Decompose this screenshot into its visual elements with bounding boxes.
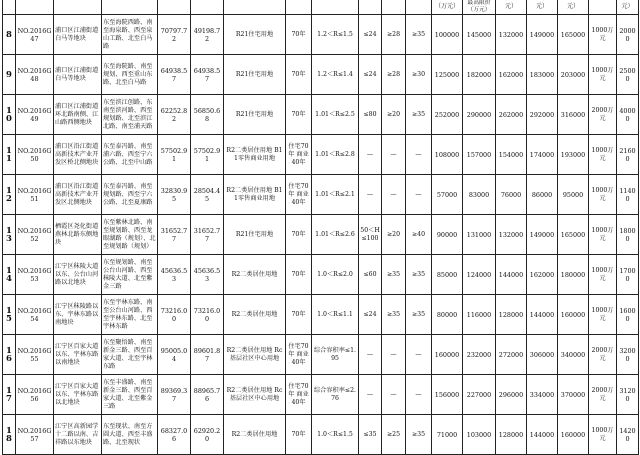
deposit: 1000万元 (589, 215, 617, 255)
table-row (3, 295, 639, 335)
green-ratio: ≥35 (382, 295, 406, 335)
start-price: 160000 (432, 335, 463, 375)
build-area: 57502.91 (191, 135, 224, 175)
build-area: 56850.68 (191, 95, 224, 135)
row-index: 10 (3, 95, 16, 135)
parcel-bounds: 东至紫林北路、南至规划路、西至龙眼湖路（规划）、北至规划路（规划） (102, 215, 158, 255)
building-density: ≤35 (359, 415, 382, 455)
price-col-2: 149000 (527, 215, 558, 255)
yuan-header-1: 元） (496, 0, 527, 15)
building-density: ≤80 (359, 95, 382, 135)
table-header-row (3, 0, 639, 15)
parcel-code: NO.2016G48 (16, 55, 54, 95)
green-ratio: ≥20 (382, 215, 406, 255)
start-price: 100000 (432, 15, 463, 55)
building-density: — (359, 175, 382, 215)
land-use: R21住宅用地 (224, 215, 286, 255)
building-density: 50＜H≤100 (359, 215, 382, 255)
floor-area-ratio: 1.01＜R≤2.8 (312, 135, 359, 175)
price-col-3: 370000 (558, 375, 589, 415)
parcel-code: NO.2016G54 (16, 295, 54, 335)
use-years: 住宅70年 商业40年 (286, 375, 312, 415)
building-density: ≤24 (359, 15, 382, 55)
parcel-bounds: 东至海院西路、南至海泉路、西至泉山工路、北至白马路 (102, 15, 158, 55)
parcel-code: NO.2016G50 (16, 135, 54, 175)
table-row (3, 95, 639, 135)
max-price-unit: （万元） (467, 7, 491, 13)
height-limit: — (406, 375, 432, 415)
green-ratio: — (382, 135, 406, 175)
land-parcel-table (2, 0, 639, 455)
start-price: 85000 (432, 255, 463, 295)
table-row (3, 135, 639, 175)
land-use: R2二类居住用地 (224, 295, 286, 335)
row-index: 15 (3, 295, 16, 335)
building-density: ≤24 (359, 295, 382, 335)
build-area: 31652.77 (191, 215, 224, 255)
max-price: 124000 (463, 255, 496, 295)
floor-area-ratio: 1.2＜R≤1.5 (312, 15, 359, 55)
use-years: 70年 (286, 415, 312, 455)
land-use: R2二类居住用地 Rc基层社区中心用地 (224, 335, 286, 375)
height-limit: — (406, 175, 432, 215)
green-ratio: — (382, 175, 406, 215)
parcel-bounds: 东至规划路、南至公台山河路、西至秣陵大道、北至紫金三路 (102, 255, 158, 295)
price-col-2: 183000 (527, 55, 558, 95)
deposit: 2000万元 (589, 335, 617, 375)
start-price: 57000 (432, 175, 463, 215)
price-col-1: 144000 (496, 255, 527, 295)
parcel-bounds: 东至丰盛路、南至新金三路、西至百家大道、北至紫金三路 (102, 375, 158, 415)
deposit: 2000万元 (589, 95, 617, 135)
deposit: 1000万元 (589, 295, 617, 335)
build-area: 89601.87 (191, 335, 224, 375)
price-col-3: 165000 (558, 15, 589, 55)
last-value: 14200 (617, 415, 639, 455)
table-row (3, 55, 639, 95)
start-price-unit: （万元） (432, 0, 463, 15)
price-col-1: 154000 (496, 135, 527, 175)
price-col-1: 132000 (496, 15, 527, 55)
land-area: 95005.04 (158, 335, 191, 375)
land-use: R21住宅用地 (224, 15, 286, 55)
land-use: R2二类居住用地 (224, 255, 286, 295)
row-index: 18 (3, 415, 16, 455)
max-price: 103000 (463, 415, 496, 455)
use-years: 70年 (286, 295, 312, 335)
parcel-location: 栖霞区尧化街道燕林北路东侧地块 (54, 215, 102, 255)
build-area: 45636.53 (191, 255, 224, 295)
yuan-header-4: 元） (617, 0, 639, 15)
use-years: 70年 (286, 55, 312, 95)
build-area: 28504.45 (191, 175, 224, 215)
building-density: ≤60 (359, 255, 382, 295)
row-index: 8 (3, 15, 16, 55)
green-ratio: — (382, 375, 406, 415)
green-ratio: ≥35 (382, 255, 406, 295)
row-index: 16 (3, 335, 16, 375)
use-years: 70年 (286, 215, 312, 255)
price-col-2: 149000 (527, 15, 558, 55)
floor-area-ratio: 1.0＜R≤1.1 (312, 295, 359, 335)
build-area: 62920.20 (191, 415, 224, 455)
height-limit: ≥35 (406, 15, 432, 55)
last-value: 32000 (617, 335, 639, 375)
price-col-1: 262000 (496, 95, 527, 135)
deposit: 1000万元 (589, 255, 617, 295)
parcel-bounds: 东至泰冯路、南至浦六路、西至宁六公路、北至中山路 (102, 135, 158, 175)
row-index: 11 (3, 135, 16, 175)
start-price: 90000 (432, 215, 463, 255)
height-limit: ≥30 (406, 55, 432, 95)
price-col-3: 316000 (558, 95, 589, 135)
parcel-code: NO.2016G49 (16, 95, 54, 135)
row-index: 14 (3, 255, 16, 295)
row-index: 12 (3, 175, 16, 215)
use-years: 70年 (286, 95, 312, 135)
building-density: — (359, 375, 382, 415)
use-years: 住宅70年 商业40年 (286, 335, 312, 375)
price-col-3: 160000 (558, 295, 589, 335)
deposit: 1000万元 (589, 55, 617, 95)
build-area: 49198.72 (191, 15, 224, 55)
land-area: 89369.37 (158, 375, 191, 415)
table-row (3, 255, 639, 295)
build-area: 88965.76 (191, 375, 224, 415)
parcel-bounds: 东至泰冯路、南至规划路、西至宁六公路、北至夏康路 (102, 175, 158, 215)
parcel-location: 浦口区江浦街道白马等地块 (54, 55, 102, 95)
price-col-2: 144000 (527, 415, 558, 455)
floor-area-ratio: 1.0＜R≤2.0 (312, 255, 359, 295)
max-price: 290000 (463, 95, 496, 135)
parcel-code: NO.2016G47 (16, 15, 54, 55)
height-limit: — (406, 335, 432, 375)
deposit: 1000万元 (589, 15, 617, 55)
use-years: 住宅70年 商业40年 (286, 175, 312, 215)
parcel-location: 江宁区秣陵路以东、宇林东路以南地块 (54, 295, 102, 335)
start-price: 108000 (432, 135, 463, 175)
price-col-3: 95000 (558, 175, 589, 215)
floor-area-ratio: 1.01＜R≤2.5 (312, 95, 359, 135)
price-col-1: 132000 (496, 215, 527, 255)
parcel-code: NO.2016G55 (16, 335, 54, 375)
max-price: 157000 (463, 135, 496, 175)
yuan-header-3: 元） (558, 0, 589, 15)
parcel-bounds: 东至现状、南至方圆大道、西至丰盛路、北至现状 (102, 415, 158, 455)
land-area: 32830.95 (158, 175, 191, 215)
table-row (3, 215, 639, 255)
price-col-3: 160000 (558, 415, 589, 455)
floor-area-ratio: 1.2＜R≤1.4 (312, 55, 359, 95)
parcel-location: 浦口区沿江街道高新技术产业开发区桥北侧地块 (54, 135, 102, 175)
last-value: 17000 (617, 255, 639, 295)
price-col-2: 174000 (527, 135, 558, 175)
height-limit: ≥40 (406, 215, 432, 255)
land-area: 68327.06 (158, 415, 191, 455)
start-price: 125000 (432, 55, 463, 95)
table-row (3, 15, 639, 55)
price-col-1: 296000 (496, 375, 527, 415)
building-density: — (359, 135, 382, 175)
price-col-3: 193000 (558, 135, 589, 175)
parcel-code: NO.2016G52 (16, 215, 54, 255)
last-value: 11400 (617, 175, 639, 215)
parcel-location: 浦口区江浦街道环北路南侧、江山路西侧地块 (54, 95, 102, 135)
land-use: R21住宅用地 (224, 55, 286, 95)
use-years: 70年 (286, 255, 312, 295)
green-ratio: ≥28 (382, 15, 406, 55)
land-area: 64938.57 (158, 55, 191, 95)
land-area: 31652.77 (158, 215, 191, 255)
build-area: 73216.00 (191, 295, 224, 335)
parcel-code: NO.2016G53 (16, 255, 54, 295)
land-use: R2二类居住用地 B11零售商业用地 (224, 135, 286, 175)
land-area: 57502.91 (158, 135, 191, 175)
green-ratio: — (382, 335, 406, 375)
land-area: 45636.53 (158, 255, 191, 295)
start-price: 80000 (432, 295, 463, 335)
start-price: 71000 (432, 415, 463, 455)
max-price-label: 最高限价 (467, 0, 491, 6)
last-value: 31200 (617, 375, 639, 415)
parcel-bounds: 东至滨江创路、东南至滨河路、西至规划路、北至滨江北路、南至浦天路 (102, 95, 158, 135)
price-col-2: 292000 (527, 95, 558, 135)
last-value: 20000 (617, 15, 639, 55)
height-limit: ≥35 (406, 295, 432, 335)
parcel-location: 江宁区秣陵大道以东、公台山河路以北地块 (54, 255, 102, 295)
floor-area-ratio: 1.0＜R≤1.5 (312, 415, 359, 455)
parcel-location: 江宁区百家大道以东、宇林东路以北地块 (54, 375, 102, 415)
height-limit: ≥35 (406, 255, 432, 295)
parcel-location: 浦口区沿江街道高新技术产业开发区北侧地块 (54, 175, 102, 215)
last-value: 16000 (617, 295, 639, 335)
start-price: 156000 (432, 375, 463, 415)
floor-area-ratio: 1.01＜R≤2.1 (312, 175, 359, 215)
price-col-1: 272000 (496, 335, 527, 375)
use-years: 70年 (286, 15, 312, 55)
build-area: 64938.57 (191, 55, 224, 95)
land-area: 73216.00 (158, 295, 191, 335)
parcel-code: NO.2016G51 (16, 175, 54, 215)
max-price: 227000 (463, 375, 496, 415)
max-price-header (463, 0, 496, 15)
yuan-header-2: 元） (527, 0, 558, 15)
start-price: 252000 (432, 95, 463, 135)
table-row (3, 335, 639, 375)
land-use: R2二类居住用地 B11零售商业用地 (224, 175, 286, 215)
use-years: 住宅70年 商业40年 (286, 135, 312, 175)
row-index: 9 (3, 55, 16, 95)
max-price: 131000 (463, 215, 496, 255)
height-limit: — (406, 135, 432, 175)
price-col-3: 180000 (558, 255, 589, 295)
parcel-location: 江宁区高新园学十二路以南、吉祥路以东地块 (54, 415, 102, 455)
last-value: 21600 (617, 135, 639, 175)
floor-area-ratio: 1.01＜R≤2.6 (312, 215, 359, 255)
price-col-2: 144000 (527, 295, 558, 335)
land-use: R2二类居住用地 Rc基层社区中心用地 (224, 375, 286, 415)
max-price: 116000 (463, 295, 496, 335)
price-col-1: 128000 (496, 415, 527, 455)
max-price: 182000 (463, 55, 496, 95)
land-area: 62252.82 (158, 95, 191, 135)
parcel-location: 江宁区百家大道以东、宇林东路以南地块 (54, 335, 102, 375)
height-limit: ≥35 (406, 415, 432, 455)
last-value: 40000 (617, 95, 639, 135)
last-value: 18000 (617, 215, 639, 255)
table-row (3, 175, 639, 215)
height-limit: ≥35 (406, 95, 432, 135)
price-col-3: 165000 (558, 215, 589, 255)
table-row (3, 415, 639, 455)
max-price: 232000 (463, 335, 496, 375)
parcel-bounds: 东至海院路、南至规划、西至重山东路、北至白马路 (102, 55, 158, 95)
parcel-bounds: 东至宇林东路、南至公台山河路、西至宇林东路、北至宇林东路 (102, 295, 158, 335)
price-col-2: 86000 (527, 175, 558, 215)
price-col-1: 76000 (496, 175, 527, 215)
table-row (3, 375, 639, 415)
floor-area-ratio: 综合容积率≤2.76 (312, 375, 359, 415)
price-col-1: 128000 (496, 295, 527, 335)
green-ratio: ≥20 (382, 95, 406, 135)
parcel-code: NO.2016G56 (16, 375, 54, 415)
green-ratio: ≥28 (382, 55, 406, 95)
land-area: 70797.72 (158, 15, 191, 55)
deposit: 1000万元 (589, 135, 617, 175)
green-ratio: ≥25 (382, 415, 406, 455)
last-value: 25000 (617, 55, 639, 95)
price-col-3: 203000 (558, 55, 589, 95)
price-col-3: 340000 (558, 335, 589, 375)
max-price: 83000 (463, 175, 496, 215)
row-index: 17 (3, 375, 16, 415)
deposit: 2000万元 (589, 375, 617, 415)
land-use: R2二类居住用地 (224, 415, 286, 455)
land-use: R21住宅用地 (224, 95, 286, 135)
price-col-2: 306000 (527, 335, 558, 375)
parcel-code: NO.2016G57 (16, 415, 54, 455)
parcel-location: 浦口区江浦街道白马等地块 (54, 15, 102, 55)
deposit: 1000万元 (589, 415, 617, 455)
building-density: ≤24 (359, 55, 382, 95)
parcel-bounds: 东至聚悟路、南至新金三路、西至百家大道、北至宇林东路 (102, 335, 158, 375)
row-index: 13 (3, 215, 16, 255)
price-col-1: 162000 (496, 55, 527, 95)
price-col-2: 162000 (527, 255, 558, 295)
deposit: 1000万元 (589, 175, 617, 215)
floor-area-ratio: 综合容积率≤1.95 (312, 335, 359, 375)
building-density: — (359, 335, 382, 375)
price-col-2: 334000 (527, 375, 558, 415)
max-price: 145000 (463, 15, 496, 55)
